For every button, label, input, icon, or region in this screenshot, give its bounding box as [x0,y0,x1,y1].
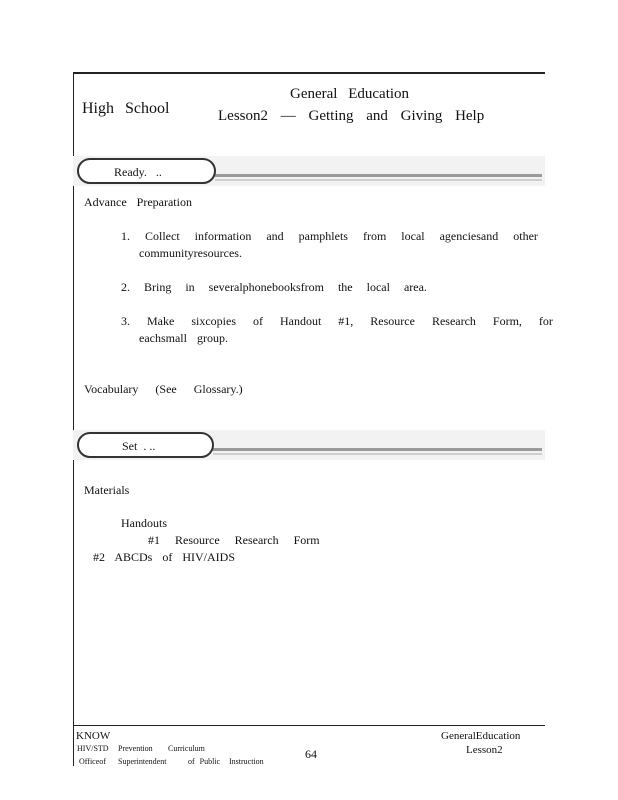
ready-pill [77,158,216,184]
footer-right-line1: GeneralEducation [441,730,521,742]
header-left: High School [82,100,170,117]
set-band-line-2 [213,453,542,455]
set-band-line [213,448,542,451]
advance-heading: Advance Preparation [84,195,192,209]
list-item-2-line1: 2. Bring in severalphonebooksfrom the local area. [121,280,427,294]
set-pill-label: Set . .. [122,439,156,453]
list-item-1-line2: communityresources. [139,246,242,260]
page-number: 64 [305,747,317,761]
ready-band-line-2 [215,179,542,181]
footer-officeof: Officeof [79,757,106,766]
footer-prevention: Prevention [118,744,153,753]
vocabulary-line: Vocabulary (See Glossary.) [84,382,243,396]
header-title-line1: General Education [290,86,410,102]
top-rule [73,72,545,74]
handout-2: #2 ABCDs of HIV/AIDS [93,550,236,564]
handout-1: #1 Resource Research Form [148,533,320,547]
footer-superintendent: Superintendent [118,757,167,766]
footer-know: KNOW [76,730,111,742]
footer-curriculum: Curriculum [168,744,205,753]
footer-hivstd: HIV/STD [77,744,109,753]
footer-instruction: Instruction [229,757,264,766]
footer-right-line2: Lesson2 [466,744,503,756]
set-pill [77,432,214,458]
handouts-label: Handouts [121,516,167,530]
footer-rule [73,725,545,726]
list-item-3-line2: eachsmall group. [139,331,228,345]
materials-heading: Materials [84,483,130,497]
ready-band-line [215,174,542,177]
list-item-1-line1: 1. Collect information and pamphlets from local agenciesand other [121,229,538,243]
header-title-line2: Lesson2 — Getting and Giving Help [218,108,485,124]
list-item-3-line1: 3. Make sixcopies of Handout #1, Resource Research Form, for [121,314,553,328]
ready-pill-label: Ready. .. [114,165,162,179]
footer-of-public: of Public [188,757,221,766]
